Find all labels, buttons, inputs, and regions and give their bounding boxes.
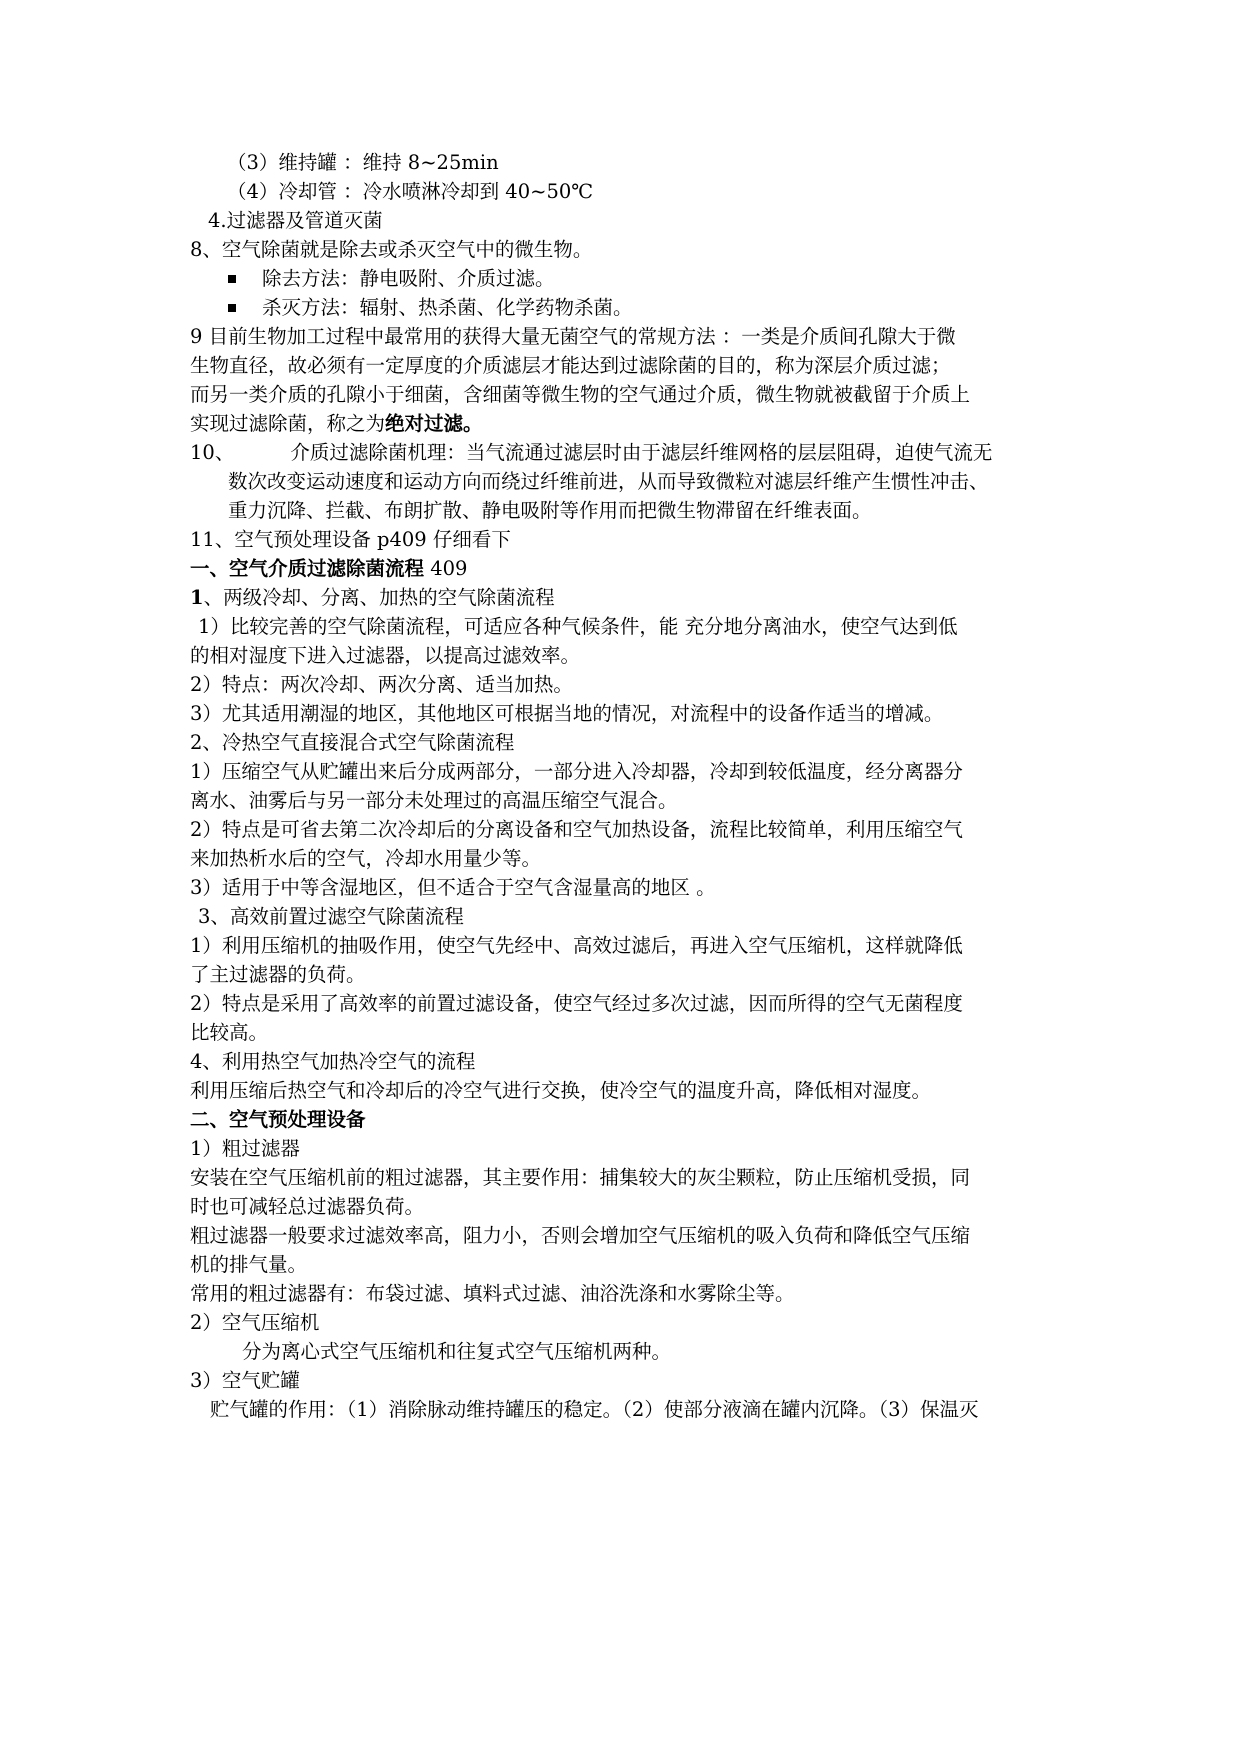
page-ref: 409 [430,557,468,580]
text-line: 3）空气贮罐 [190,1369,300,1392]
text-span: 实现过滤除菌，称之为 [190,412,386,435]
text-line: （4）冷却管 ：冷水喷淋冷却到 40~50℃ [227,180,594,203]
text-line: 粗过滤器一般要求过滤效率高，阻力小，否则会增加空气压缩机的吸入负荷和降低空气压缩 [190,1224,971,1247]
text-line: 数次改变运动速度和运动方向而绕过纤维前进，从而导致微粒对滤层纤维产生惯性冲击、 [228,470,989,493]
text-line: 2）空气压缩机 [190,1311,320,1334]
text-line: 4、利用热空气加热冷空气的流程 [190,1050,476,1073]
text-line: 重力沉降、拦截、布朗扩散、静电吸附等作用而把微生物滞留在纤维表面。 [228,499,872,522]
text-line: 离水、油雾后与另一部分未处理过的高温压缩空气混合。 [190,789,678,812]
text-span: 介质过滤除菌机理：当气流通过滤层时由于滤层纤维网格的层层阻碍，迫使气流无 [290,441,993,464]
text-line: 比较高。 [190,1021,269,1044]
text-line: 分为离心式空气压缩机和往复式空气压缩机两种。 [242,1340,672,1363]
heading-text: 一、空气介质过滤除菌流程 [190,557,425,580]
text-line: 3、高效前置过滤空气除菌流程 [198,905,464,928]
text-line: 2、冷热空气直接混合式空气除菌流程 [190,731,515,754]
text-line: 生物直径，故必须有一定厚度的介质滤层才能达到过滤除菌的目的，称为深层介质过滤； [190,354,951,377]
text-line: 9 目前生物加工过程中最常用的获得大量无菌空气的常规方法 ：一类是介质间孔隙大于微 [190,325,956,348]
text-span: 、两级冷却、分离、加热的空气除菌流程 [203,586,555,609]
text-line: 3）尤其适用潮湿的地区，其他地区可根据当地的情况，对流程中的设备作适当的增减。 [190,702,944,725]
text-line [190,440,992,466]
text-line: 安装在空气压缩机前的粗过滤器，其主要作用：捕集较大的灰尘颗粒，防止压缩机受损，同 [190,1166,971,1189]
text-line: 2）特点是采用了高效率的前置过滤设备，使空气经过多次过滤，因而所得的空气无菌程度 [190,992,963,1015]
section-heading [190,556,467,582]
text-line: 1）利用压缩机的抽吸作用，使空气先经中、高效过滤后，再进入空气压缩机，这样就降低 [190,934,963,957]
text-line: 机的排气量。 [190,1253,308,1276]
text-line [190,411,483,437]
bullet-square-icon [228,304,236,312]
list-item: 除去方法：静电吸附、介质过滤。 [262,267,555,290]
text-line: 1）压缩空气从贮罐出来后分成两部分，一部分进入冷却器，冷却到较低温度，经分离器分 [190,760,963,783]
text-line: 利用压缩后热空气和冷却后的冷空气进行交换，使冷空气的温度升高，降低相对湿度。 [190,1079,932,1102]
text-line: 的相对湿度下进入过滤器，以提高过滤效率。 [190,644,581,667]
bold-term: 绝对过滤。 [385,412,483,435]
item-number: 1 [190,586,204,609]
text-line [190,585,555,611]
list-item: 杀灭方法：辐射、热杀菌、化学药物杀菌。 [262,296,633,319]
text-line: 2）特点：两次冷却、两次分离、适当加热。 [190,673,573,696]
text-line: 4.过滤器及管道灭菌 [208,209,383,232]
text-line: 而另一类介质的孔隙小于细菌，含细菌等微生物的空气通过介质，微生物就被截留于介质上 [190,383,971,406]
section-heading: 二、空气预处理设备 [190,1108,366,1131]
text-line: 时也可减轻总过滤器负荷。 [190,1195,425,1218]
text-line: 了主过滤器的负荷。 [190,963,366,986]
bullet-square-icon [228,275,236,283]
item-number: 10、 [190,441,235,464]
text-line: 2）特点是可省去第二次冷却后的分离设备和空气加热设备，流程比较简单，利用压缩空气 [190,818,963,841]
text-line: 来加热析水后的空气，冷却水用量少等。 [190,847,542,870]
text-line: 11、空气预处理设备 p409 仔细看下 [190,528,511,551]
text-line: 3）适用于中等含湿地区，但不适合于空气含湿量高的地区 。 [190,876,716,899]
text-line: 1）粗过滤器 [190,1137,300,1160]
text-line: 贮气罐的作用：（1）消除脉动维持罐压的稳定。（2）使部分液滴在罐内沉降。（3）保温灭 [210,1398,979,1421]
text-line: （3）维持罐 ：维持 8~25min [227,151,499,174]
text-line: 常用的粗过滤器有：布袋过滤、填料式过滤、油浴洗涤和水雾除尘等。 [190,1282,795,1305]
text-line: 1）比较完善的空气除菌流程，可适应各种气候条件，能 充分地分离油水，使空气达到低 [198,615,958,638]
text-line: 8、空气除菌就是除去或杀灭空气中的微生物。 [190,238,593,261]
